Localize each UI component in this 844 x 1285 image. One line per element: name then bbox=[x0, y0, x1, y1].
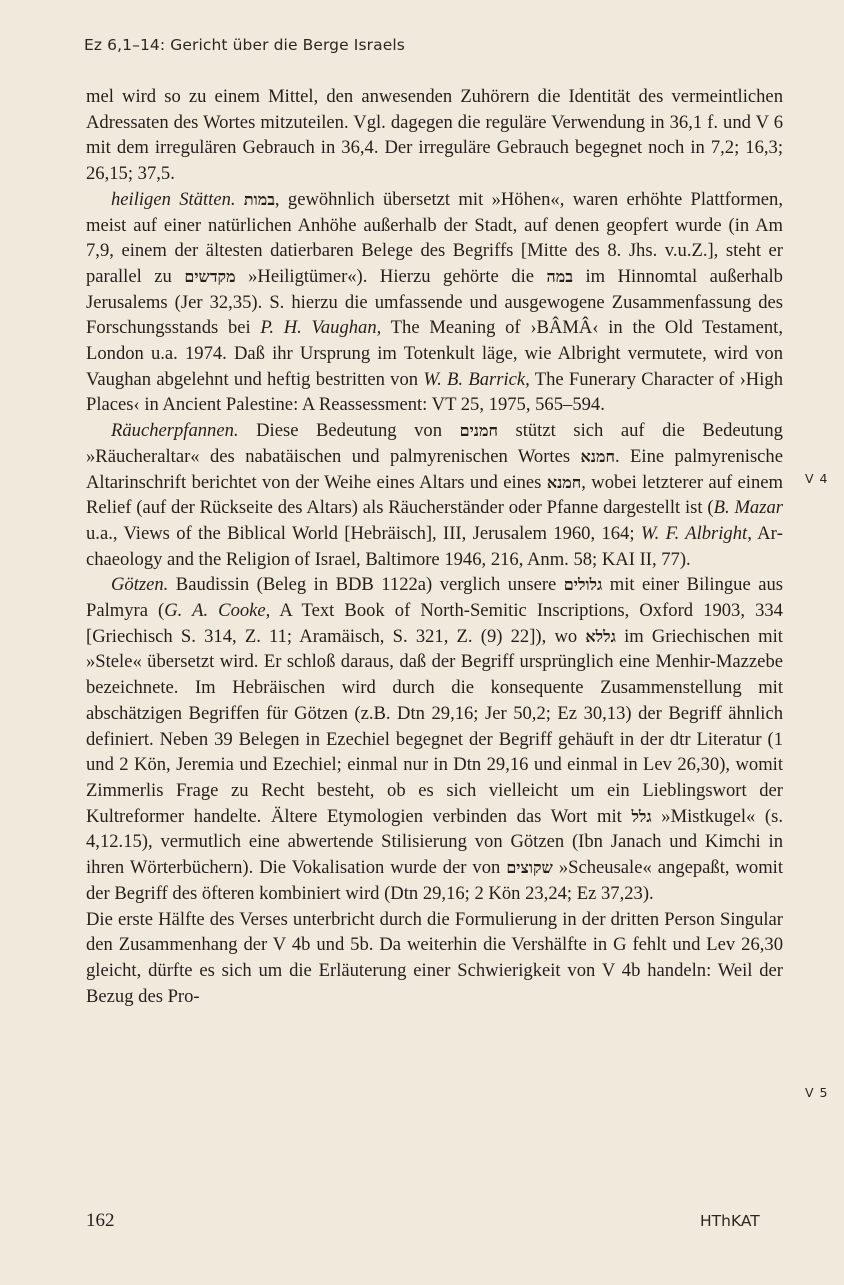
hebrew-word: במה bbox=[546, 266, 573, 286]
hebrew-word: חמנא bbox=[546, 472, 582, 492]
hebrew-word: גללא bbox=[585, 626, 616, 646]
italic-run: W. B. Barrick, bbox=[423, 368, 530, 390]
italic-run: B. Mazar bbox=[713, 497, 783, 519]
text-run: im Hinnomtal außerhalb Jerusalems (Jer 32,35). S. hierzu die umfassende und ausgewogene Zusammenfassung des Forschungsstands bei bbox=[86, 265, 783, 339]
margin-note-v4: V 4 bbox=[805, 471, 829, 486]
hebrew-word: חמנא bbox=[580, 446, 615, 466]
italic-run: heiligen Stätten. bbox=[111, 188, 236, 210]
italic-run: W. F. Albright, bbox=[640, 522, 752, 544]
text-run: The Funerary Character of ›High Places‹ in Ancient Palestine: A Reassessment: VT 25, 1975, 565–594. bbox=[86, 368, 783, 416]
text-run: Diese Bedeutung von bbox=[238, 420, 460, 442]
text-run: , gewöhnlich übersetzt mit »Höhen«, waren erhöhte Plattformen, meist auf einer natürlichen Anhöhe außerhalb der Stadt, auf denen geopfert wurde (in Am 7,9, einem der ältesten datierbaren Belege des Begriffs [Mitte des 8. Jhs. v.u.Z.], steht er parallel zu bbox=[86, 188, 783, 287]
hebrew-word: חמנים bbox=[459, 421, 498, 441]
text-run: mel wird so zu einem Mittel, den anwesenden Zuhörern die Identität des vermeintlichen Adressaten des Wortes mitzuteilen. Vgl. dagegen die reguläre Verwendung in 36,1 f. und V 6 mit dem irregulären Gebrauch in 36,4. Der irreguläre Gebrauch begegnet noch in 7,2; 16,3; 26,15; 37,5. bbox=[86, 86, 783, 185]
text-run: im Griechischen mit »Stele« übersetzt wird. Er schloß daraus, daß der Begriff ursprünglich eine Menhir-Mazzebe bezeichnete. Im Hebräischen wird durch die konsequente Zusammenstellung mit abschätzigen Begriffen für Götzen (z.B. Dtn 29,16; Jer 50,2; Ez 30,13) der Begriff ähnlich definiert. Neben 39 Belegen in Ezechiel begegnet der Begriff gehäuft in der dtr Literatur (1 und 2 Kön, Jeremia und Ezechiel; einmal nur in Dtn 29,16 und einmal in Lev 26,30), womit Zimmerlis Frage zu Recht besteht, ob es sich vielleicht um ein Lieblingswort der Kultreformer handelte. Ältere Etymologien verbinden das Wort mit bbox=[86, 625, 783, 827]
body-text bbox=[86, 84, 783, 1009]
series-abbreviation: HThKAT bbox=[700, 1212, 760, 1230]
hebrew-word: גלולים bbox=[563, 575, 603, 595]
running-head: Ez 6,1–14: Gericht über die Berge Israels bbox=[84, 36, 405, 54]
text-run: . Eine palmyrenische Altarinschrift berichtet von der Weihe eines Altars und eines bbox=[86, 445, 783, 493]
text-run: Die erste Hälfte des Verses unterbricht durch die Formulierung in der dritten Person Singular den Zusammenhang der V 4b und 5b. Da weiterhin die Vershälfte in G fehlt und Lev 26,30 gleicht, dürfte es sich um die Erläuterung einer Schwierigkeit von V 4b handeln: Weil der Bezug des Pro- bbox=[86, 908, 783, 1007]
text-run: »Heiligtümer«). Hierzu gehörte die bbox=[235, 265, 547, 287]
italic-run: G. A. Cooke, bbox=[164, 600, 271, 622]
paragraph-heilige-staetten bbox=[86, 187, 783, 418]
text-run: The Meaning of ›BÂMÂ‹ in the Old Testament, London u.a. 1974. Daß ihr Ursprung im Totenkult läge, wie Albright vermutete, wird von Vaughan abgelehnt und heftig bestritten von bbox=[86, 317, 783, 390]
text-run: Baudissin (Beleg in BDB 1122a) verglich unsere bbox=[168, 574, 564, 596]
hebrew-word: במות bbox=[243, 189, 275, 209]
text-run bbox=[236, 189, 244, 210]
paragraph-v5 bbox=[86, 907, 783, 1010]
paragraph-raeucherpfannen bbox=[86, 418, 783, 572]
text-run: »Mistkugel« (s. 4,12.15), vermutlich eine abwertende Stilisierung von Götzen (Ibn Janach und Kimchi in ihren Wörterbüchern). Die Vokalisation wurde der von bbox=[86, 805, 783, 879]
hebrew-word: שקוצים bbox=[506, 858, 553, 878]
text-run: u.a., Views of the Biblical World [Hebräisch], III, Jerusalem 1960, 164; bbox=[86, 522, 641, 544]
hebrew-word: מקדשים bbox=[184, 266, 236, 286]
text-run: »Scheusale« angepaßt, womit der Begriff des öfteren kombiniert wird (Dtn 29,16; 2 Kön 23,24; Ez 37,23). bbox=[86, 857, 784, 904]
italic-run: Räucherpfannen. bbox=[111, 420, 239, 442]
hebrew-word: גלל bbox=[631, 806, 652, 826]
italic-run: Götzen. bbox=[111, 574, 169, 596]
paragraph-goetzen bbox=[86, 572, 783, 906]
text-run: mit einer Bilingue aus Palmyra ( bbox=[86, 574, 783, 622]
text-run: A Text Book of North-Semitic Inscriptions, Oxford 1903, 334 [Griechisch S. 314, Z. 11; Aramäisch, S. 321, Z. (9) 22]), wo bbox=[86, 600, 783, 647]
text-run: stützt sich auf die Bedeutung »Räucheraltar« des nabatäischen und palmyrenischen Wortes bbox=[86, 420, 783, 467]
paragraph-1 bbox=[86, 84, 783, 187]
margin-note-v5: V 5 bbox=[805, 1085, 829, 1100]
page-number: 162 bbox=[86, 1210, 115, 1231]
text-run: , wobei letzterer auf einem Relief (auf der Rückseite des Altars) als Räucherständer oder Pfanne dargestellt ist ( bbox=[86, 471, 783, 519]
text-run: Archaeology and the Religion of Israel, Baltimore 1946, 216, Anm. 58; KAI II, 77). bbox=[86, 522, 783, 570]
italic-run: P. H. Vaughan, bbox=[260, 317, 382, 339]
